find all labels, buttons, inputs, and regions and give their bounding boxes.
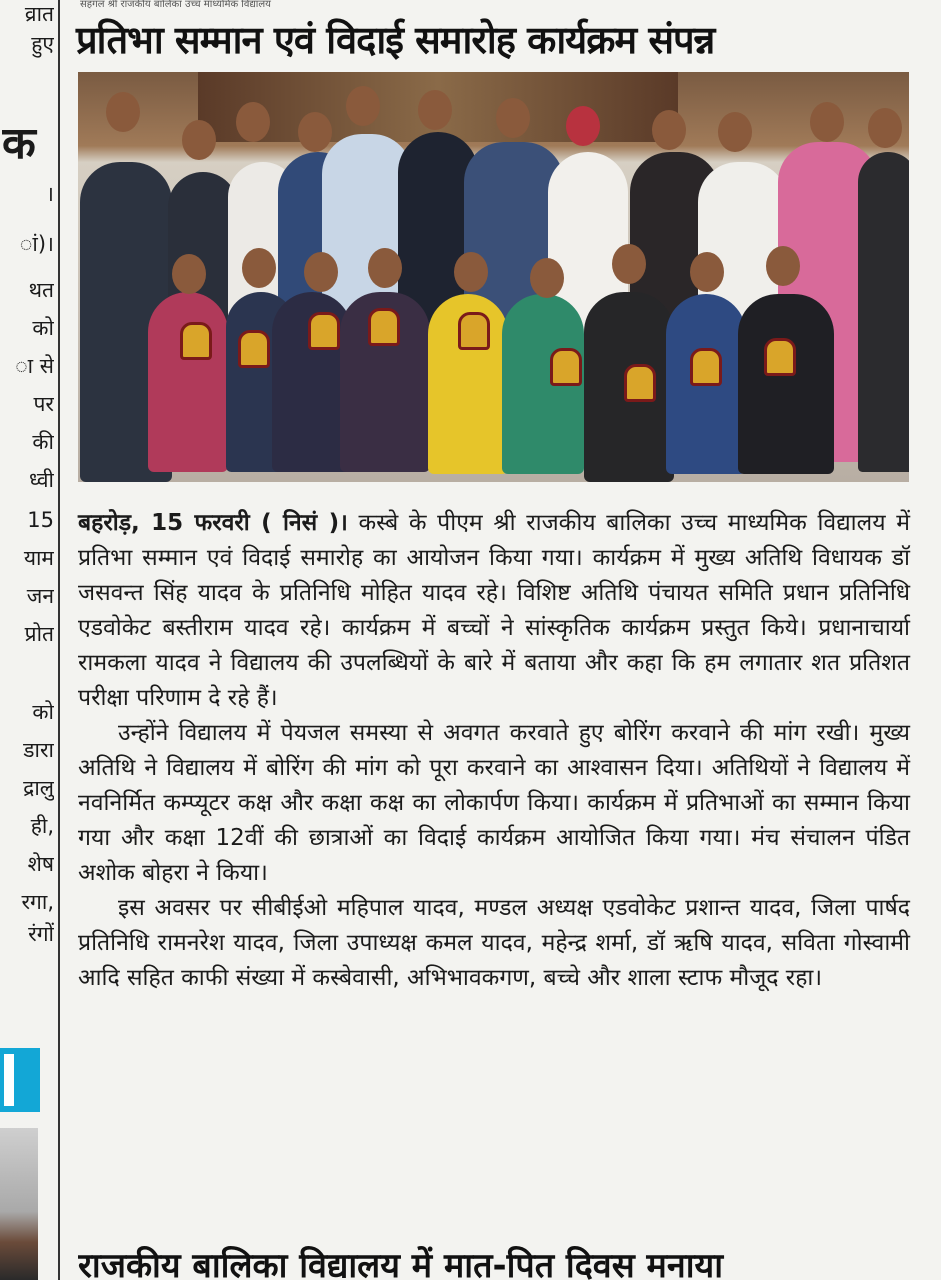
- award-plaque: [624, 364, 656, 402]
- column-divider: [58, 0, 60, 1280]
- award-plaque: [458, 312, 490, 350]
- photo-figure-head: [690, 252, 724, 292]
- adjacent-text: ध्वी: [28, 468, 54, 492]
- photo-figure-head: [612, 244, 646, 284]
- award-plaque: [238, 330, 270, 368]
- photo-figure-head: [236, 102, 270, 142]
- adjacent-text: जन: [26, 584, 54, 608]
- photo-figure: [858, 152, 909, 472]
- photo-figure-head: [172, 254, 206, 294]
- photo-figure-head: [496, 98, 530, 138]
- adjacent-text: डारा: [23, 738, 54, 762]
- photo-figure-head: [652, 110, 686, 150]
- top-strip-text: सहगल श्री राजकीय बालिका उच्च माध्यमिक विद्यालय: [80, 0, 271, 10]
- adjacent-text: प्रोत: [24, 622, 54, 646]
- adjacent-text: याम: [23, 546, 54, 570]
- award-plaque: [308, 312, 340, 350]
- group-photo: [78, 72, 909, 482]
- photo-figure: [148, 292, 228, 472]
- photo-figure: [738, 294, 834, 474]
- adjacent-ad-block: [0, 1048, 40, 1112]
- dateline: बहरोड़, 15 फरवरी ( निसं )।: [78, 510, 348, 536]
- adjacent-text: रगा,: [21, 890, 54, 914]
- photo-figure-head: [106, 92, 140, 132]
- photo-figure-head: [418, 90, 452, 130]
- award-plaque: [764, 338, 796, 376]
- adjacent-text: थत: [28, 278, 54, 302]
- adjacent-text: रंगों: [28, 922, 54, 946]
- article-paragraph: इस अवसर पर सीबीईओ महिपाल यादव, मण्डल अध्यक्ष एडवोकेट प्रशान्त यादव, जिला पार्षद प्रतिनिधि रामनरेश यादव, जिला उपाध्यक्ष कमल यादव, महेन्द्र शर्मा, डॉ ऋषि यादव, सविता गोस्वामी आदि सहित काफी संख्या में कस्बेवासी, अभिभावकगण, बच्चे और शाला स्टाफ मौजूद रहा।: [78, 895, 910, 991]
- adjacent-text: ा से: [15, 354, 54, 378]
- article-paragraph: [78, 506, 910, 716]
- photo-figure-head: [530, 258, 564, 298]
- photo-figure-head: [304, 252, 338, 292]
- adjacent-text: ही,: [30, 814, 54, 838]
- article-headline: प्रतिभा सम्मान एवं विदाई समारोह कार्यक्रम संपन्न: [76, 18, 715, 62]
- ad-glyph: [4, 1054, 14, 1106]
- adjacent-text: की: [32, 430, 54, 454]
- adjacent-text: हुए: [31, 32, 54, 56]
- award-plaque: [368, 308, 400, 346]
- photo-figure-head: [346, 86, 380, 126]
- photo-figure-head: [242, 248, 276, 288]
- adjacent-text: को: [32, 700, 54, 724]
- paragraph-text: कस्बे के पीएम श्री राजकीय बालिका उच्च माध्यमिक विद्यालय में प्रतिभा सम्मान एवं विदाई समारोह का आयोजन किया गया। कार्यक्रम में मुख्य अतिथि विधायक डॉ जसवन्त सिंह यादव के प्रतिनिधि मोहित यादव रहे। विशिष्ट अतिथि पंचायत समिति प्रधान प्रतिनिधि एडवोकेट बस्तीराम यादव रहे। कार्यक्रम में बच्चों ने सांस्कृतिक कार्यक्रम प्रस्तुत किये। प्रधानाचार्या रामकला यादव ने विद्यालय की उपलब्धियों के बारे में बताया और कहा कि हम लगातार शत प्रतिशत परीक्षा परिणाम दे रहे हैं।: [78, 510, 910, 711]
- photo-figure-head: [182, 120, 216, 160]
- adjacent-text: शेष: [27, 852, 54, 876]
- photo-figure-head: [454, 252, 488, 292]
- adjacent-text: 15: [27, 508, 54, 532]
- award-plaque: [180, 322, 212, 360]
- adjacent-text: क: [2, 120, 36, 168]
- adjacent-thumbnail-photo: [0, 1128, 38, 1280]
- adjacent-text: व्रात: [24, 2, 54, 26]
- adjacent-text: ां)।: [19, 232, 54, 256]
- photo-figure-head: [810, 102, 844, 142]
- photo-figure-head: [766, 246, 800, 286]
- adjacent-text: द्रालु: [23, 776, 54, 800]
- photo-figure-head: [566, 106, 600, 146]
- award-plaque: [690, 348, 722, 386]
- next-article-headline: राजकीय बालिका विद्यालय में मात-पित दिवस मनाया: [78, 1246, 724, 1280]
- article-paragraph: उन्होंने विद्यालय में पेयजल समस्या से अवगत करवाते हुए बोरिंग करवाने की मांग रखी। मुख्य अतिथि ने विद्यालय में बोरिंग की मांग को पूरा करवाने का आश्वासन दिया। अतिथियों ने विद्यालय में नवनिर्मित कम्प्यूटर कक्ष और कक्षा कक्ष का लोकार्पण किया। कार्यक्रम में प्रतिभाओं का सम्मान किया गया और कक्षा 12वीं की छात्राओं का विदाई कार्यक्रम आयोजित किया गया। मंच संचालन पंडित अशोक बोहरा ने किया।: [78, 720, 910, 886]
- photo-figure-head: [718, 112, 752, 152]
- adjacent-text: पर: [33, 392, 54, 416]
- photo-figure-head: [298, 112, 332, 152]
- photo-figure-head: [868, 108, 902, 148]
- adjacent-text: ।: [46, 182, 54, 206]
- photo-figure-head: [368, 248, 402, 288]
- adjacent-text: को: [32, 316, 54, 340]
- article-body: [78, 506, 910, 996]
- award-plaque: [550, 348, 582, 386]
